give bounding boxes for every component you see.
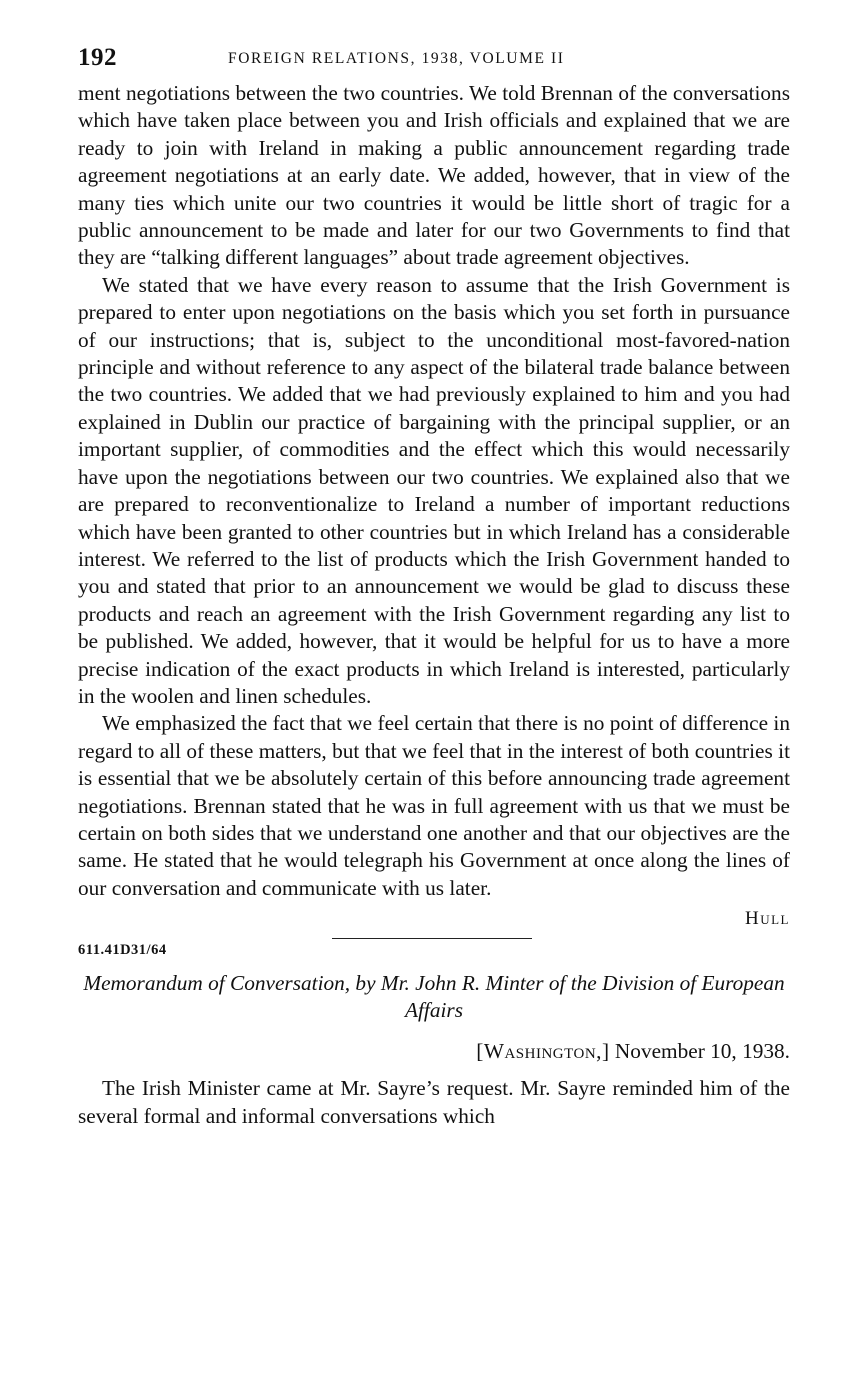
dateline-date: November 10, 1938.: [614, 1039, 790, 1064]
section-divider: [332, 938, 532, 939]
paragraph-continued: ment negotiations between the two countries. We told Brennan of the conversations which have taken place between you and Irish officials and explained that we are ready to join with Ireland in making a public announcement regarding trade agreement negotiations at an early date. We added, however, that in view of the many ties which unite our two countries it would be little short of tragic for a public announcement to be made and later for our two Governments to find that they are “talking different languages” about trade agreement objectives.: [78, 81, 790, 270]
signature: Hull: [745, 908, 790, 930]
page-number: 192: [78, 44, 117, 71]
paragraph: We stated that we have every reason to assume that the Irish Government is prepared to enter upon negotiations on the basis which you set forth in pursuance of our instructions; that is, subject to the unconditional most-favored-nation principle and without reference to any aspect of the bilateral trade balance between the two countries. We added that we had previously explained to him and you had explained in Dublin our practice of bargaining with the principal supplier, or an important supplier, of commodities and the effect which this would necessarily have upon the negotiations between our two countries. We explained also that we are prepared to reconventionalize to Ireland a number of important reductions which have been granted to other countries but in which Ireland has a considerable interest. We referred to the list of products which the Irish Government handed to you and stated that prior to an announcement we would be glad to discuss these products and reach an agreement with the Irish Government regarding any list to be published. We added, however, that it would be helpful for us to have a more precise indication of the exact products in which Ireland is interested, particularly in the woolen and linen schedules.: [78, 272, 790, 708]
running-title: FOREIGN RELATIONS, 1938, VOLUME II: [228, 50, 565, 67]
dateline: [78, 1038, 790, 1065]
file-block: [78, 938, 790, 968]
paragraph: We emphasized the fact that we feel certain that there is no point of difference in regard to all of these matters, but that we feel that in the interest of both countries it is essential that we be absolutely certain of this before announcing trade agreement negotiations. Brennan stated that he was in full agreement with us that we must be certain on both sides that we understand one another and that our objectives are the same. He stated that he would telegraph his Government at once along the lines of our conversation and communicate with us later.: [78, 711, 790, 900]
running-head: [78, 40, 790, 80]
document-heading: Memorandum of Conversation, by Mr. John R. Minter of the Division of European Affairs: [83, 971, 785, 1023]
letter-body: [78, 80, 790, 902]
document-page: [78, 40, 790, 1130]
memorandum-body: [78, 1075, 790, 1130]
file-number: 611.41D31/64: [78, 942, 167, 959]
dateline-place: [Washington,]: [476, 1039, 610, 1064]
paragraph: The Irish Minister came at Mr. Sayre’s request. Mr. Sayre reminded him of the several formal and informal conversations which: [78, 1076, 790, 1128]
